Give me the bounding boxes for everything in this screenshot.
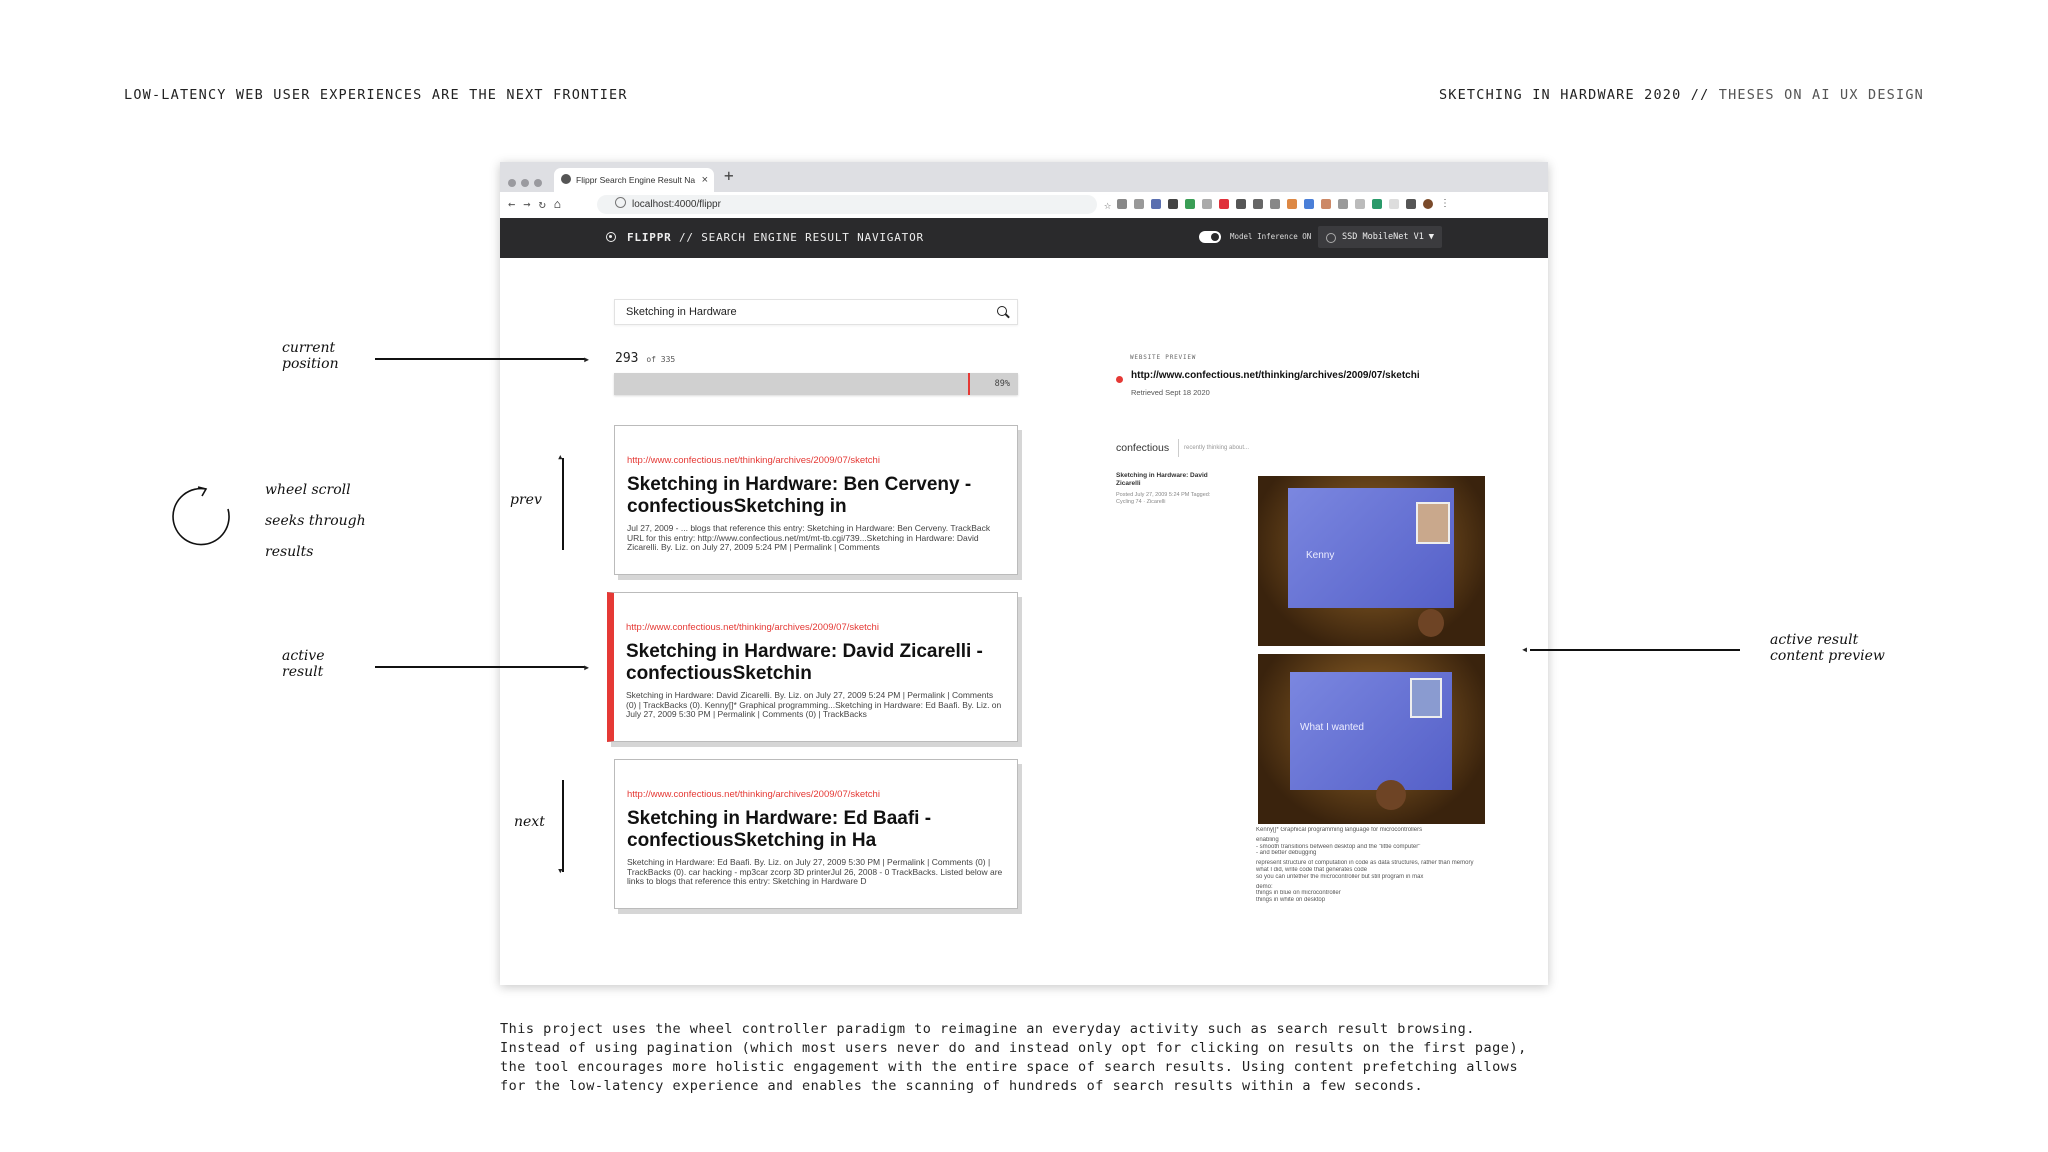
position-scrubber[interactable]: [614, 373, 1018, 395]
note-line: things in blue on microcontroller: [1256, 890, 1341, 897]
annotation-prev: prev: [510, 492, 542, 508]
preview-url[interactable]: http://www.confectious.net/thinking/archives/2009/07/sketchi: [1131, 370, 1420, 381]
forward-icon[interactable]: →: [523, 197, 539, 211]
preview-site-tagline: recently thinking about...: [1184, 445, 1250, 451]
info-icon[interactable]: [615, 197, 626, 208]
model-icon: [1326, 233, 1336, 243]
result-title[interactable]: Sketching in Hardware: David Zicarelli - confectiousSketchin: [626, 641, 983, 684]
extension-icon[interactable]: [1117, 199, 1127, 209]
nav-buttons: [508, 197, 569, 211]
note-line: Kenny[]* Graphical programming language for microcontrollers: [1256, 827, 1423, 833]
chevron-down-icon: ▼: [1428, 232, 1434, 242]
divider: [1178, 439, 1179, 457]
caption-line: Instead of using pagination (which most users never do and instead only opt for clicking on results on the first page),: [500, 1040, 1527, 1056]
arrow-line: [375, 358, 585, 360]
arrow-up-icon: ▴: [557, 450, 564, 463]
menu-icon[interactable]: ⋮: [1440, 198, 1450, 209]
slide-heading: Kenny: [1306, 550, 1335, 561]
project-caption: [500, 1020, 1560, 1096]
globe-icon: [561, 174, 571, 184]
extension-icon[interactable]: [1151, 199, 1161, 209]
extension-icon[interactable]: [1168, 199, 1178, 209]
arrow-head-icon: ▸: [583, 660, 591, 674]
caption-line: This project uses the wheel controller paradigm to reimagine an everyday activity such as search result browsing.: [500, 1021, 1475, 1037]
extension-icon[interactable]: [1270, 199, 1280, 209]
extension-icon[interactable]: [1372, 199, 1382, 209]
position-percent: 89%: [994, 379, 1010, 389]
current-position-number: 293: [615, 351, 639, 366]
person-silhouette: [1376, 780, 1406, 810]
model-select-value: SSD MobileNet V1: [1342, 232, 1424, 242]
extension-icon[interactable]: [1253, 199, 1263, 209]
preview-retrieved-date: Retrieved Sept 18 2020: [1131, 388, 1210, 397]
browser-window: [500, 162, 1548, 985]
result-card-prev[interactable]: [614, 425, 1018, 575]
arrow-line: [562, 780, 564, 872]
portrait-image: [1416, 502, 1450, 544]
result-url[interactable]: http://www.confectious.net/thinking/archives/2009/07/sketchi: [627, 455, 880, 466]
home-icon[interactable]: ⌂: [553, 197, 569, 211]
close-window-icon[interactable]: [508, 179, 516, 187]
flippr-logo-icon: [606, 232, 616, 242]
extension-icon[interactable]: [1219, 199, 1229, 209]
note-line: - and better debugging: [1256, 850, 1317, 857]
address-bar-row: [500, 192, 1548, 219]
extension-icon[interactable]: [1338, 199, 1348, 209]
note-line: enabling: [1256, 836, 1279, 843]
header-left-title: LOW-LATENCY WEB USER EXPERIENCES ARE THE NEXT FRONTIER: [124, 87, 628, 103]
arrow-head-icon: ▸: [583, 352, 591, 366]
annotation-active-preview: active result content preview: [1770, 632, 1885, 664]
result-snippet: Sketching in Hardware: Ed Baafi. By. Liz. on July 27, 2009 5:30 PM | Permalink | Comments (0) | TrackBacks (0). car hacking - mp3car zcorp 3D printerJul 26, 2008 - 0 TrackBacks. Listed below are links to blogs that reference this entry: Sketching in Hardware D: [627, 858, 1003, 886]
search-icon[interactable]: [997, 306, 1007, 316]
note-line: what I did, write code that generates code: [1256, 866, 1368, 873]
extension-icon[interactable]: [1236, 199, 1246, 209]
reload-icon[interactable]: ↻: [538, 197, 554, 211]
annotation-current-position: current position: [282, 340, 339, 372]
result-title[interactable]: Sketching in Hardware: Ben Cerveny - confectiousSketching in: [627, 474, 972, 517]
preview-notes: [1256, 827, 1496, 904]
arrow-line: [1530, 649, 1740, 651]
preview-post-title: Sketching in Hardware: David Zicarelli: [1116, 472, 1208, 487]
website-preview-label: WEBSITE PREVIEW: [1130, 354, 1197, 361]
extension-icon[interactable]: [1304, 199, 1314, 209]
slide-heading: What I wanted: [1300, 722, 1364, 733]
position-marker[interactable]: [968, 373, 970, 395]
minimize-window-icon[interactable]: [521, 179, 529, 187]
extension-icon[interactable]: [1185, 199, 1195, 209]
arrow-line: [375, 666, 585, 668]
note-line: things in white on desktop: [1256, 897, 1326, 904]
browser-tab[interactable]: [554, 168, 714, 192]
avatar[interactable]: [1423, 199, 1433, 209]
maximize-window-icon[interactable]: [534, 179, 542, 187]
extension-icon[interactable]: [1134, 199, 1144, 209]
search-input-value: Sketching in Hardware: [626, 306, 737, 318]
extension-icon[interactable]: [1321, 199, 1331, 209]
new-tab-icon[interactable]: +: [724, 166, 734, 185]
back-icon[interactable]: ←: [508, 197, 524, 211]
result-card-next[interactable]: [614, 759, 1018, 909]
note-line: so you can untether the microcontroller but still program in max: [1256, 873, 1424, 880]
result-snippet: Jul 27, 2009 - ... blogs that reference this entry: Sketching in Hardware: Ben Cerveny. TrackBack URL for this entry: http://www.confectious.net/mt/mt-tb.cgi/739...Sketching in Hardware: David Zicarelli. By. Liz. on July 27, 2009 5:24 PM | Permalink | Comments: [627, 524, 991, 552]
result-url[interactable]: http://www.confectious.net/thinking/archives/2009/07/sketchi: [626, 622, 879, 633]
total-results-label: of 335: [646, 355, 676, 364]
caption-line: for the low-latency experience and enables the scanning of hundreds of search results within a few seconds.: [500, 1078, 1424, 1094]
header-right-sub: THESES ON AI UX DESIGN: [1718, 87, 1924, 103]
model-inference-label: Model Inference ON: [1230, 232, 1312, 241]
note-line: demo:: [1256, 883, 1273, 890]
result-url[interactable]: http://www.confectious.net/thinking/archives/2009/07/sketchi: [627, 789, 880, 800]
person-silhouette: [1418, 609, 1444, 637]
preview-photo-1: [1258, 476, 1485, 646]
extension-icon[interactable]: [1202, 199, 1212, 209]
extension-icon[interactable]: [1389, 199, 1399, 209]
result-card-active[interactable]: [607, 592, 1018, 742]
tab-title: Flippr Search Engine Result Na: [576, 175, 696, 185]
app-title: FLIPPR // SEARCH ENGINE RESULT NAVIGATOR: [627, 231, 924, 244]
app-header: [500, 218, 1548, 258]
caption-line: the tool encourages more holistic engagement with the entire space of search results. Using content prefetching allows: [500, 1059, 1519, 1075]
position-readout: [615, 351, 675, 366]
wheel-scroll-icon: [166, 481, 238, 553]
arrow-line: [562, 458, 564, 550]
bookmark-star-icon[interactable]: ☆: [1104, 198, 1112, 212]
note-line: - smooth transitions between desktop and the "little computer": [1256, 843, 1421, 850]
url-text: localhost:4000/flippr: [615, 195, 721, 214]
result-title[interactable]: Sketching in Hardware: Ed Baafi - confectiousSketching in Ha: [627, 808, 932, 851]
preview-photo-2: [1258, 654, 1485, 824]
search-input[interactable]: [614, 299, 1018, 325]
annotation-wheel-scroll: wheel scroll seeks through results: [265, 482, 366, 560]
header-right-main: SKETCHING IN HARDWARE 2020 //: [1438, 87, 1710, 103]
puzzle-icon[interactable]: [1406, 199, 1416, 209]
annotation-active-result: active result: [282, 648, 325, 680]
note-line: represent structure of computation in code as data structures, rather than memory: [1256, 860, 1474, 867]
extension-icon[interactable]: [1355, 199, 1365, 209]
extension-icons: [1117, 199, 1537, 211]
arrow-head-icon: ◂: [1521, 642, 1529, 656]
annotation-next: next: [514, 814, 545, 830]
window-controls: [508, 172, 547, 191]
status-dot-icon: [1116, 376, 1123, 383]
model-select[interactable]: [1318, 226, 1442, 248]
result-snippet: Sketching in Hardware: David Zicarelli. By. Liz. on July 27, 2009 5:24 PM | Permalink | Comments (0) | TrackBacks (0). Kenny[]* Graphical programming...Sketching in Hardware: Ed Baafi. By. Liz. on July 27, 2009 5:30 PM | Permalink | Comments (0) | TrackBacks: [626, 691, 1002, 719]
header-right-title: [1439, 87, 1924, 103]
arrow-down-icon: ▾: [557, 864, 564, 877]
preview-post-meta: Posted July 27, 2009 5:24 PM Tagged: Cycling 74 · Zicarelli: [1116, 492, 1211, 505]
extension-icon[interactable]: [1287, 199, 1297, 209]
browser-tab-bar: [500, 162, 1548, 192]
model-inference-toggle[interactable]: [1199, 231, 1221, 243]
close-tab-icon[interactable]: ×: [701, 174, 708, 186]
preview-site-name: confectious: [1116, 442, 1170, 454]
slide-image: [1410, 678, 1442, 718]
